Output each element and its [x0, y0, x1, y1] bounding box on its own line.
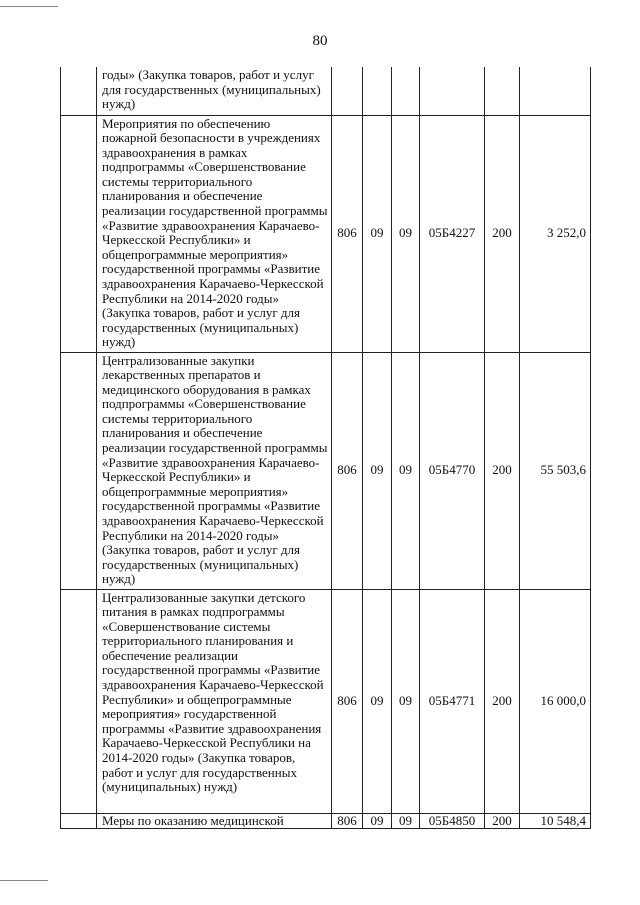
row-number-cell [61, 813, 97, 828]
expense-type-cell: 200 [485, 115, 520, 352]
scan-mark-bottom [0, 880, 48, 881]
subsection-cell [392, 67, 420, 115]
ministry-cell: 806 [332, 115, 363, 352]
subsection-cell: 09 [392, 589, 420, 813]
budget-table [60, 67, 591, 829]
table-row [61, 813, 591, 828]
amount-cell [520, 67, 591, 115]
target-article-cell: 05Б4850 [420, 813, 485, 828]
section-cell [363, 67, 392, 115]
table-row [61, 589, 591, 813]
subsection-cell: 09 [392, 813, 420, 828]
table-row [61, 352, 591, 589]
section-cell: 09 [363, 813, 392, 828]
page-number: 80 [312, 33, 328, 49]
description-cell: Централизованные закупки лекарственных препаратов и медицинского оборудования в рамках подпрограммы «Совершенствование системы территориального планирования и обеспечение реализации государственной программы «Развитие здравоохранения Карачаево-Черкесской Республики» и общепрограммные мероприятия» государственной программы «Развитие здравоохранения Карачаево-Черкесской Республики на 2014-2020 годы» (Закупка товаров, работ и услуг для государственных (муниципальных) нужд) [97, 352, 332, 589]
row-number-cell [61, 67, 97, 115]
target-article-cell: 05Б4770 [420, 352, 485, 589]
ministry-cell: 806 [332, 352, 363, 589]
table-row [61, 115, 591, 352]
expense-type-cell: 200 [485, 589, 520, 813]
description-cell: Меры по оказанию медицинской [97, 813, 332, 828]
row-number-cell [61, 352, 97, 589]
section-cell: 09 [363, 589, 392, 813]
amount-cell: 55 503,6 [520, 352, 591, 589]
amount-cell: 16 000,0 [520, 589, 591, 813]
target-article-cell [420, 67, 485, 115]
ministry-cell: 806 [332, 589, 363, 813]
target-article-cell: 05Б4227 [420, 115, 485, 352]
target-article-cell: 05Б4771 [420, 589, 485, 813]
ministry-cell: 806 [332, 813, 363, 828]
expense-type-cell: 200 [485, 352, 520, 589]
section-cell: 09 [363, 352, 392, 589]
description-cell: годы» (Закупка товаров, работ и услуг для государственных (муниципальных) нужд) [97, 67, 332, 115]
section-cell: 09 [363, 115, 392, 352]
subsection-cell: 09 [392, 352, 420, 589]
subsection-cell: 09 [392, 115, 420, 352]
ministry-cell [332, 67, 363, 115]
row-number-cell [61, 115, 97, 352]
row-number-cell [61, 589, 97, 813]
expense-type-cell [485, 67, 520, 115]
expense-type-cell: 200 [485, 813, 520, 828]
description-cell: Мероприятия по обеспечению пожарной безопасности в учреждениях здравоохранения в рамках подпрограммы «Совершенствование системы территориального планирования и обеспечение реализации государственной программы «Развитие здравоохранения Карачаево-Черкесской Республики» и общепрограммные мероприятия» государственной программы «Развитие здравоохранения Карачаево-Черкесской Республики на 2014-2020 годы» (Закупка товаров, работ и услуг для государственных (муниципальных) нужд) [97, 115, 332, 352]
table-row [61, 67, 591, 115]
description-cell: Централизованные закупки детского питания в рамках подпрограммы «Совершенствование системы территориального планирования и обеспечение реализации государственной программы «Развитие здравоохранения Карачаево-Черкесской Республики» и общепрограммные мероприятия» государственной программы «Развитие здравоохранения Карачаево-Черкесской Республики на 2014-2020 годы» (Закупка товаров, работ и услуг для государственных (муниципальных) нужд) [97, 589, 332, 813]
amount-cell: 3 252,0 [520, 115, 591, 352]
scan-mark-top [0, 6, 58, 7]
amount-cell: 10 548,4 [520, 813, 591, 828]
